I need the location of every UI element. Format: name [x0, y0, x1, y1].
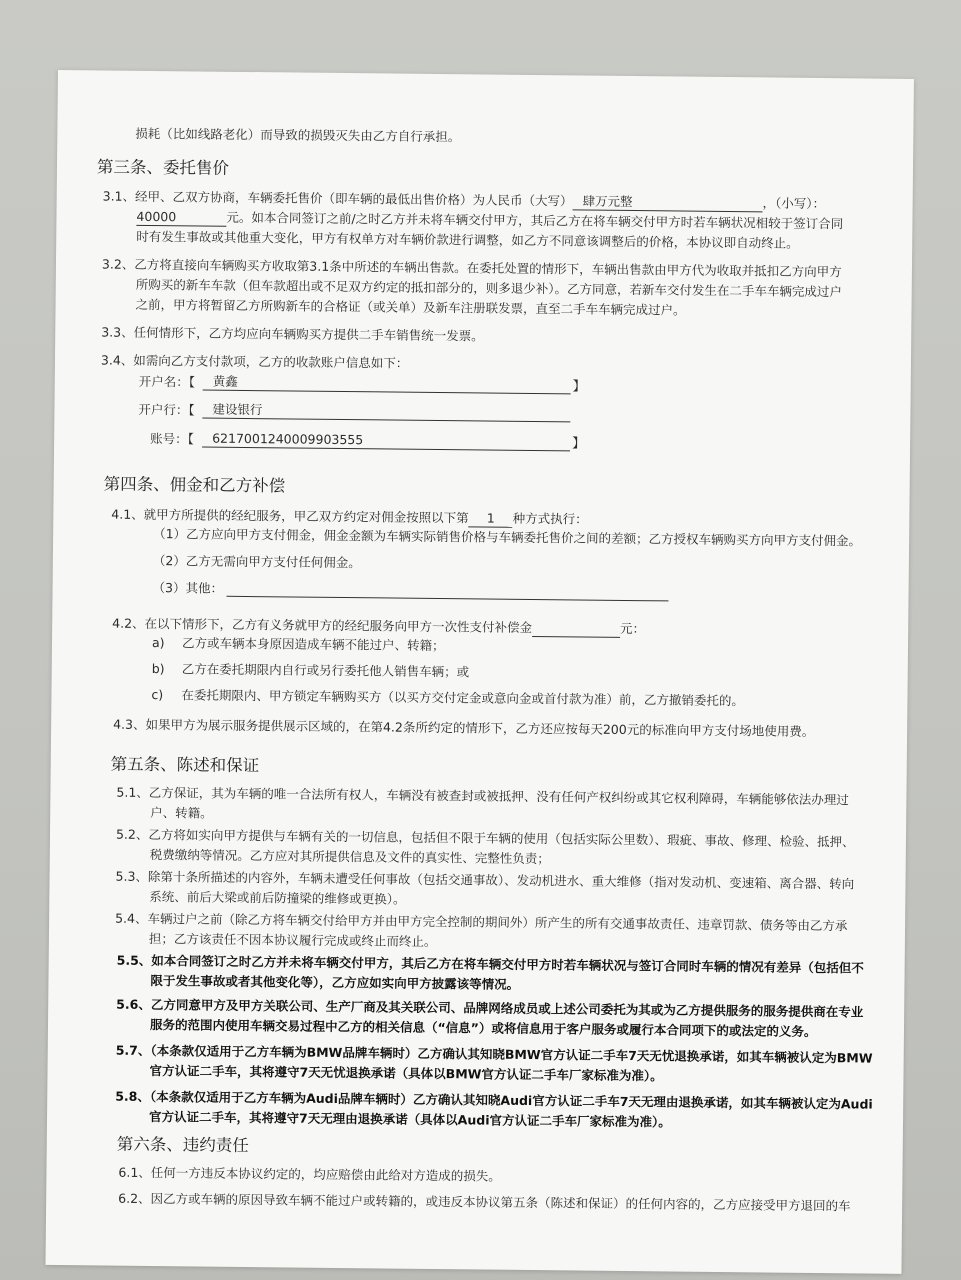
account-number-value: 6217001240009903555 [212, 430, 364, 448]
item-label: a) [151, 635, 165, 651]
bracket-close: 】 [572, 379, 586, 395]
item-label: b) [151, 661, 165, 677]
clause-5-6-line: 服务的范围内使用车辆交易过程中乙方的相关信息（“信息”）或将信息用于客户服务或履行本合同项下的或法定的义务。 [149, 1017, 817, 1039]
clause-6-2: 6.2、因乙方或车辆的原因导致车辆不能过户或转籍的，或违反本协议第五条（陈述和保证）的任何内容的，乙方应接受甲方退回的车 [118, 1190, 851, 1214]
account-number-label: 账号：【 [150, 430, 194, 447]
item-text: 在委托期限内、甲方锁定车辆购买方（以买方交付定金或意向金或首付款为准）前，乙方撤销委托的。 [181, 687, 745, 709]
clause-5-8-line: 5.8、（本条款仅适用于乙方车辆为Audi品牌车辆时）乙方确认其知晓Audi官方认证二手车7天无理由退换承诺，如其车辆被认定为Audi [115, 1088, 873, 1112]
clause-5-7-line: 5.7、（本条款仅适用于乙方车辆为BMW品牌车辆时）乙方确认其知晓BMW官方认证二手车7天无忧退换承诺，如其车辆被认定为BMW [115, 1042, 873, 1066]
clause-5-3-line: 5.3、除第十条所描述的内容外，车辆未遭受任何事故（包括交通事故）、发动机进水、重大维修（指对发动机、变速箱、离合器、转向 [115, 868, 855, 892]
option-1: （1）乙方应向甲方支付佣金，佣金金额为车辆实际销售价格与车辆委托售价之间的差额；乙方授权车辆购买方向甲方支付佣金。 [153, 526, 862, 549]
clause-5-4-line: 5.4、车辆过户之前（除乙方将车辆交付给甲方并由甲方完全控制的期间外）所产生的所有交通事故责任、违章罚款、债务等由乙方承 [115, 910, 848, 934]
clause-5-3-line: 系统、前后大梁或前后防撞梁的维修或更换）。 [149, 889, 406, 907]
clause-5-7-line: 官方认证二手车，其将遵守7天无忧退换承诺（具体以BMW官方认证二手车厂家标准为准）。 [149, 1063, 663, 1084]
account-number-underline [202, 447, 570, 452]
clause-3-2-line: 之前，甲方将暂留乙方所购新车的合格证（或关单）及新车注册联发票，直至二手车车辆完成过户。 [135, 296, 686, 318]
clause-5-4-line: 担；乙方该责任不因本协议履行完成或终止而终止。 [148, 931, 437, 950]
clause-3-1-line: 40000 元。如本合同签订之前/之时乙方并未将车辆交付甲方，其后乙方在将车辆交付甲方时若车辆状况相较于签订合同 [136, 208, 844, 232]
account-bank-label: 开户行：【 [138, 401, 195, 418]
item-label: c) [151, 687, 164, 703]
clause-6-1: 6.1、任何一方违反本协议约定的，均应赔偿由此给对方造成的损失。 [118, 1164, 501, 1184]
paragraph-line: 损耗（比如线路老化）而导致的损毁灭失由乙方自行承担。 [135, 125, 461, 145]
clause-3-4: 3.4、如需向乙方支付款项，乙方的收款账户信息如下： [100, 352, 409, 371]
clause-4-1: 4.1、就甲方所提供的经纪服务，甲乙双方约定对佣金按照以下第 1 种方式执行： [111, 506, 588, 527]
clause-3-1-line: 3.1、经甲、乙双方协商，车辆委托售价（即车辆的最低出售价格）为人民币（大写） 肆万元整 ，（小写）： [102, 188, 826, 212]
clause-5-6-line: 5.6、乙方同意甲方及甲方关联公司、生产厂商及其关联公司、品牌网络成员或上述公司委托为其或为乙方提供服务的服务提供商在专业 [116, 996, 864, 1020]
clause-5-5-line: 5.5、如本合同签订之时乙方并未将车辆交付甲方，其后乙方在将车辆交付甲方时若车辆状况与签订合同时车辆的情况有差异（包括但不 [116, 952, 864, 976]
clause-5-2-line: 5.2、乙方将如实向甲方提供与车辆有关的一切信息，包括但不限于车辆的使用（包括实际公里数）、瑕疵、事故、修理、检验、抵押、 [115, 826, 855, 850]
clause-5-5-line: 限于发生事故或者其他变化等），乙方应如实向甲方披露该等情况。 [150, 973, 520, 992]
price-in-words: 肆万元整 [572, 193, 762, 212]
clause-3-3: 3.3、任何情形下，乙方均应向车辆购买方提供二手车销售统一发票。 [101, 324, 484, 344]
clause-3-1-line: 时有发生事故或其他重大变化，甲方有权单方对车辆价款进行调整，如乙方不同意该调整后的价格，本协议即自动终止。 [136, 228, 799, 251]
account-name-label: 开户名：【 [138, 373, 196, 390]
clause-5-8-line: 官方认证二手车，其将遵守7天无理由退换承诺（具体以Audi官方认证二手车厂家标准为准）。 [148, 1109, 671, 1130]
clause-5-2-line: 税费缴纳等情况。乙方应对其所提供信息及文件的真实性、完整性负责； [149, 847, 550, 867]
section-heading-5: 第五条、陈述和保证 [110, 754, 260, 776]
account-name-underline [203, 390, 571, 395]
clause-4-3: 4.3、如果甲方为展示服务提供展示区域的，在第4.2条所约定的情形下，乙方还应按每天200元的标准向甲方支付场地使用费。 [113, 716, 815, 739]
section-heading-3: 第三条、委托售价 [96, 157, 230, 178]
account-name-value: 黄鑫 [212, 373, 238, 389]
clause-5-1-line: 5.1、乙方保证，其为车辆的唯一合法所有权人，车辆没有被查封或被抵押、没有任何产权纠纷或其它权利障碍，车辆能够依法办理过 [116, 784, 849, 808]
contract-page [45, 70, 913, 1274]
section-heading-4: 第四条、佣金和乙方补偿 [103, 474, 286, 496]
clause-4-2: 4.2、在以下情形下，乙方有义务就甲方的经纪服务向甲方一次性支付补偿金 元： [112, 615, 646, 637]
clause-3-2-line: 所购买的新车车款（但车款超出或不足双方约定的抵扣部分的，则多退少补）。乙方同意，若新车交付发生在二手车车辆完成过户 [135, 276, 843, 300]
item-text: 乙方或车辆本身原因造成车辆不能过户、转籍； [181, 635, 445, 654]
account-bank-value: 建设银行 [212, 401, 263, 418]
compensation-amount [532, 620, 620, 638]
option-3-underline [226, 596, 668, 602]
bracket-close: 】 [572, 436, 586, 452]
section-heading-6: 第六条、违约责任 [116, 1134, 249, 1156]
clause-5-1-line: 户、转籍。 [150, 805, 213, 821]
account-bank-underline [202, 418, 570, 423]
option-3: （3）其他： [152, 580, 224, 596]
option-2: （2）乙方无需向甲方支付任何佣金。 [152, 553, 361, 571]
price-in-figures: 40000 [136, 209, 226, 227]
clause-3-2-line: 3.2、乙方将直接向车辆购买方收取第3.1条中所述的车辆出售款。在委托处置的情形下，车辆出售款由甲方代为收取并抵扣乙方向甲方 [101, 256, 842, 280]
item-text: 乙方在委托期限内自行或另行委托他人销售车辆；或 [181, 661, 470, 680]
commission-option-number: 1 [469, 510, 513, 527]
